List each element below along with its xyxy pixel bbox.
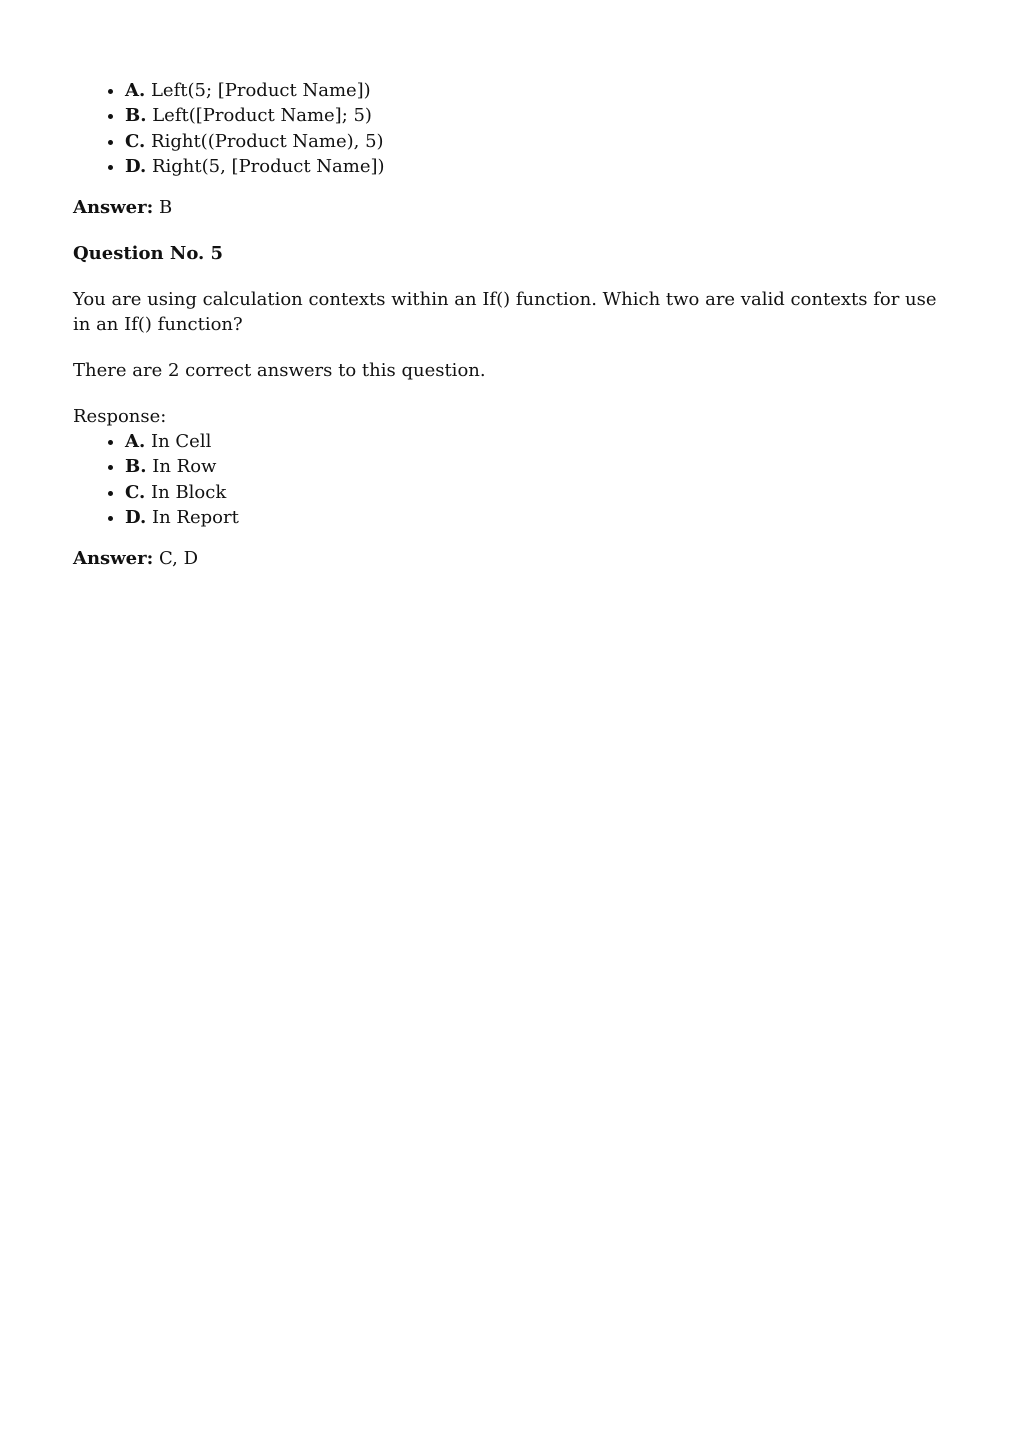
option-letter: D.	[125, 507, 147, 529]
option-letter: C.	[125, 481, 146, 503]
option-d	[125, 505, 953, 530]
option-letter: A.	[125, 431, 146, 453]
option-letter: B.	[125, 456, 147, 478]
document-page	[73, 78, 953, 571]
option-c	[125, 480, 953, 505]
option-text: In Row	[152, 456, 217, 478]
option-text: Right((Product Name), 5)	[151, 130, 384, 152]
option-a	[125, 429, 953, 454]
option-text: In Cell	[150, 431, 212, 453]
question-5-note: There are 2 correct answers to this question.	[73, 360, 486, 382]
option-b	[125, 103, 953, 128]
option-c	[125, 129, 953, 154]
option-text: Right(5, [Product Name])	[151, 155, 385, 177]
option-letter: C.	[125, 130, 146, 152]
question-4-answer	[73, 195, 953, 220]
option-b	[125, 454, 953, 479]
question-5-text: You are using calculation contexts within an If() function. Which two are valid contexts for use in an If() function?	[73, 289, 937, 336]
option-text: Left([Product Name]; 5)	[152, 105, 372, 127]
option-text: In Block	[151, 481, 227, 503]
question-4-options	[73, 78, 953, 179]
option-a	[125, 78, 953, 103]
option-d	[125, 154, 953, 179]
question-5-answer	[73, 546, 953, 571]
option-letter: A.	[125, 80, 146, 101]
answer-label: Answer:	[73, 197, 154, 219]
option-letter: B.	[125, 105, 147, 127]
option-text: Left(5; [Product Name])	[150, 80, 371, 101]
question-5-options	[73, 429, 953, 530]
answer-label: Answer:	[73, 548, 154, 570]
answer-value: B	[159, 197, 173, 219]
answer-value: C, D	[159, 548, 199, 570]
option-letter: D.	[125, 155, 147, 177]
option-text: In Report	[151, 507, 239, 529]
question-5-title: Question No. 5	[73, 243, 224, 265]
response-label: Response:	[73, 406, 167, 428]
